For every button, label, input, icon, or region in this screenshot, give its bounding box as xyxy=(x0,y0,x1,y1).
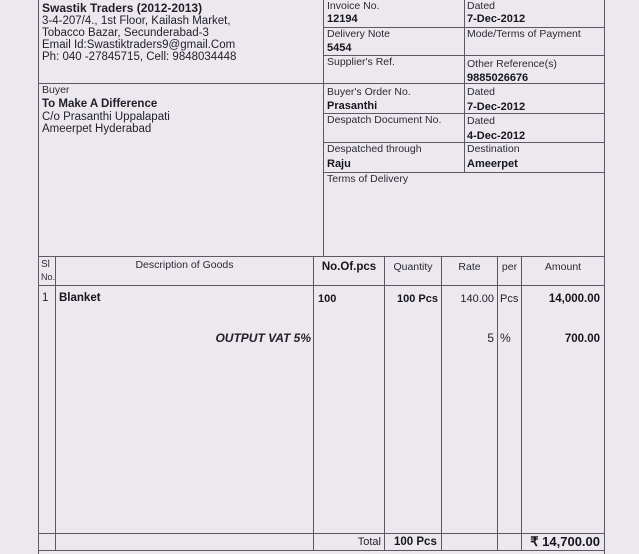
buyers-order-value: Prasanthi xyxy=(327,100,378,112)
seller-address-line2: Tobacco Bazar, Secunderabad-3 xyxy=(42,27,209,39)
table-top-line xyxy=(38,256,604,257)
despatch-dated-label: Dated xyxy=(467,115,496,127)
buyer-label: Buyer xyxy=(42,84,70,96)
tax-rate: 5 xyxy=(487,331,494,345)
despatch-dated-value: 4-Dec-2012 xyxy=(467,130,526,142)
destination-value: Ameerpet xyxy=(467,158,518,170)
table-header-bottom xyxy=(38,285,604,286)
row-description: Blanket xyxy=(59,292,101,304)
order-dated-value: 7-Dec-2012 xyxy=(467,101,526,113)
delivery-note-value: 5454 xyxy=(327,42,352,54)
dated-label: Dated xyxy=(467,0,496,12)
total-label: Total xyxy=(357,536,381,548)
terms-delivery-label: Terms of Delivery xyxy=(327,173,409,185)
header-right-divider xyxy=(464,0,465,172)
row-sl: 1 xyxy=(42,292,49,304)
col-sl-header-top: Sl xyxy=(41,259,50,270)
row-per: Pcs xyxy=(500,293,519,305)
seller-email: Email Id:Swastiktraders9@gmail.Com xyxy=(42,39,236,51)
seller-name: Swastik Traders (2012-2013) xyxy=(42,1,203,15)
order-dated-label: Dated xyxy=(467,86,496,98)
row-rate: 140.00 xyxy=(460,293,494,305)
col-rate-divider xyxy=(497,256,498,550)
row-amount: 14,000.00 xyxy=(548,293,600,305)
buyer-line1: C/o Prasanthi Uppalapati xyxy=(42,111,170,123)
suppliers-ref-label: Supplier's Ref. xyxy=(327,56,395,68)
mode-terms-label: Mode/Terms of Payment xyxy=(467,28,581,40)
invoice-no-label: Invoice No. xyxy=(327,0,380,12)
destination-label: Destination xyxy=(467,143,520,155)
despatch-doc-label: Despatch Document No. xyxy=(327,114,442,126)
header-center-divider xyxy=(323,0,324,256)
col-desc-divider xyxy=(313,256,314,550)
total-amount: ₹ 14,700.00 xyxy=(530,534,600,549)
tax-label: OUTPUT VAT 5% xyxy=(215,331,311,345)
despatched-through-value: Raju xyxy=(327,158,351,170)
buyers-order-label: Buyer's Order No. xyxy=(327,86,411,98)
total-quantity: 100 Pcs xyxy=(394,536,437,548)
seller-phone: Ph: 040 -27845715, Cell: 9848034448 xyxy=(42,51,237,63)
col-per-header: per xyxy=(501,261,518,273)
other-ref-value: 9885026676 xyxy=(467,72,529,84)
row-no-of-pcs: 100 xyxy=(318,293,337,305)
delivery-note-label: Delivery Note xyxy=(327,28,391,40)
despatched-through-label: Despatched through xyxy=(327,143,422,155)
col-sl-divider xyxy=(55,256,56,550)
tax-per: % xyxy=(500,331,511,345)
col-description-header: Description of Goods xyxy=(135,259,234,271)
col-rate-header: Rate xyxy=(458,261,481,273)
row-quantity: 100 Pcs xyxy=(397,293,438,305)
col-amount-header: Amount xyxy=(544,261,582,273)
other-ref-label: Other Reference(s) xyxy=(467,58,557,70)
dated-value: 7-Dec-2012 xyxy=(467,13,526,25)
right-border xyxy=(604,0,605,554)
buyer-name: To Make A Difference xyxy=(42,98,158,110)
col-sl-header-bottom: No. xyxy=(41,272,56,282)
tax-amount: 700.00 xyxy=(564,333,600,345)
buyer-line2: Ameerpet Hyderabad xyxy=(42,123,152,135)
seller-address-line1: 3-4-207/4., 1st Floor, Kailash Market, xyxy=(42,15,231,27)
invoice-no-value: 12194 xyxy=(327,13,358,25)
table-total-top xyxy=(38,533,604,534)
col-pcs-header: No.Of.pcs xyxy=(321,261,377,273)
col-quantity-header: Quantity xyxy=(393,261,433,273)
table-total-bottom xyxy=(38,550,604,551)
